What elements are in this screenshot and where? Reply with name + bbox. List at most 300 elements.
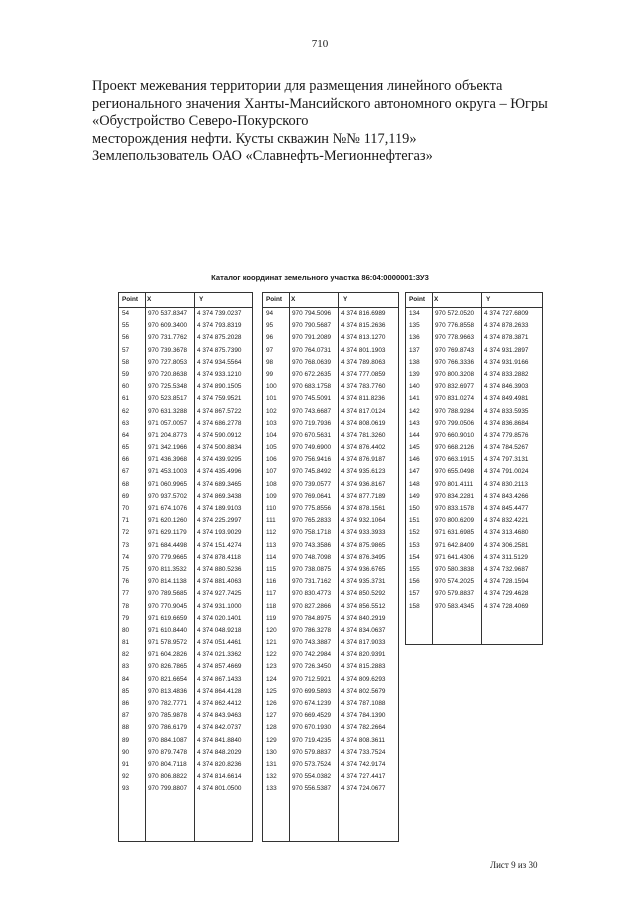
table-row xyxy=(119,710,252,722)
cell-point: 152 xyxy=(409,529,420,537)
table-row xyxy=(263,613,398,625)
table-row xyxy=(263,503,398,515)
cell-point: 54 xyxy=(122,310,130,317)
table-row xyxy=(406,320,542,332)
table-row xyxy=(263,710,398,722)
cell-y: 4 374 051.4461 xyxy=(197,639,242,647)
cell-y: 4 374 306.2581 xyxy=(484,541,529,549)
table-row xyxy=(119,430,252,442)
table-row xyxy=(406,588,542,600)
cell-x: 970 806.8822 xyxy=(148,773,188,781)
cell-point: 132 xyxy=(266,773,277,781)
cell-x: 970 786.6179 xyxy=(148,724,188,732)
table-row xyxy=(263,564,398,576)
cell-y: 4 374 843.4266 xyxy=(484,492,529,500)
cell-x: 970 785.9878 xyxy=(148,712,188,720)
header-point: Point xyxy=(122,296,138,303)
cell-x: 971 620.1260 xyxy=(148,517,188,525)
cell-y: 4 374 813.1270 xyxy=(341,334,386,342)
table-row xyxy=(263,759,398,771)
cell-x: 971 642.8409 xyxy=(435,541,475,549)
cell-x: 970 832.6977 xyxy=(435,383,475,391)
cell-point: 103 xyxy=(266,419,277,427)
table-row xyxy=(406,393,542,405)
table-row xyxy=(119,381,252,393)
cell-point: 106 xyxy=(266,456,277,464)
cell-point: 55 xyxy=(122,322,130,330)
cell-y: 4 374 931.9166 xyxy=(484,358,529,366)
cell-x: 970 554.0382 xyxy=(292,773,332,781)
cell-y: 4 374 817.9033 xyxy=(341,639,386,647)
table-header-row xyxy=(119,293,252,308)
cell-x: 970 813.4836 xyxy=(148,687,188,695)
table-row xyxy=(406,515,542,527)
cell-x: 970 739.3678 xyxy=(148,346,188,354)
cell-point: 74 xyxy=(122,553,130,561)
cell-point: 158 xyxy=(409,602,420,610)
table-row xyxy=(119,320,252,332)
cell-point: 107 xyxy=(266,468,277,476)
cell-x: 970 800.6209 xyxy=(435,517,475,525)
cell-point: 85 xyxy=(122,687,130,695)
cell-point: 157 xyxy=(409,590,420,598)
cell-point: 147 xyxy=(409,468,420,476)
table-row xyxy=(119,771,252,783)
cell-x: 970 776.8558 xyxy=(435,322,475,330)
cell-x: 970 738.0875 xyxy=(292,565,332,573)
table-row xyxy=(263,674,398,686)
cell-y: 4 374 850.5292 xyxy=(341,590,386,598)
cell-point: 89 xyxy=(122,736,130,744)
table-row xyxy=(406,332,542,344)
cell-x: 971 604.2826 xyxy=(148,651,188,659)
cell-y: 4 374 933.3933 xyxy=(341,529,386,537)
cell-x: 970 609.3400 xyxy=(148,322,188,330)
cell-x: 970 937.5702 xyxy=(148,492,188,500)
cell-x: 970 537.8347 xyxy=(148,310,188,317)
cell-point: 155 xyxy=(409,565,420,573)
cell-point: 115 xyxy=(266,565,277,573)
cell-point: 114 xyxy=(266,553,277,561)
title-line: регионального значения Ханты-Мансийского автономного округа – Югры xyxy=(92,95,548,112)
table-row xyxy=(119,735,252,747)
cell-y: 4 374 934.5564 xyxy=(197,358,242,366)
cell-y: 4 374 876.4402 xyxy=(341,444,386,452)
cell-y: 4 374 048.9218 xyxy=(197,626,242,634)
cell-x: 970 784.8975 xyxy=(292,614,332,622)
table-row xyxy=(119,527,252,539)
cell-point: 108 xyxy=(266,480,277,488)
cell-x: 970 743.3586 xyxy=(292,541,332,549)
cell-point: 82 xyxy=(122,651,130,659)
cell-point: 143 xyxy=(409,419,420,427)
cell-y: 4 374 833.2882 xyxy=(484,370,529,378)
cell-y: 4 374 727.6809 xyxy=(484,310,529,317)
cell-y: 4 374 782.2664 xyxy=(341,724,386,732)
table-row xyxy=(119,369,252,381)
cell-x: 970 742.2984 xyxy=(292,651,332,659)
cell-x: 971 674.1076 xyxy=(148,505,188,512)
cell-x: 971 631.6985 xyxy=(435,529,475,537)
cell-y: 4 374 935.6123 xyxy=(341,468,386,476)
cell-point: 112 xyxy=(266,529,277,537)
cell-x: 970 574.2025 xyxy=(435,578,475,586)
cell-x: 970 579.8837 xyxy=(435,590,475,598)
table-row xyxy=(406,406,542,418)
cell-point: 76 xyxy=(122,578,130,586)
cell-x: 970 879.7478 xyxy=(148,748,188,756)
cell-point: 110 xyxy=(266,505,277,512)
cell-y: 4 374 817.0124 xyxy=(341,407,386,415)
coordinates-table xyxy=(262,292,399,842)
cell-x: 970 745.8492 xyxy=(292,468,332,476)
cell-y: 4 374 864.4128 xyxy=(197,687,242,695)
cell-x: 970 726.3450 xyxy=(292,663,332,671)
cell-x: 970 725.5348 xyxy=(148,383,188,391)
cell-x: 970 720.8638 xyxy=(148,370,188,378)
cell-point: 138 xyxy=(409,358,420,366)
table-row xyxy=(406,466,542,478)
cell-point: 78 xyxy=(122,602,130,610)
table-row xyxy=(119,491,252,503)
table-row xyxy=(119,466,252,478)
document-title xyxy=(92,78,562,166)
cell-point: 57 xyxy=(122,346,130,354)
cell-y: 4 374 834.0637 xyxy=(341,626,386,634)
cell-y: 4 374 777.0859 xyxy=(341,370,386,378)
table-row xyxy=(263,406,398,418)
cell-x: 970 683.1758 xyxy=(292,383,332,391)
table-row xyxy=(263,454,398,466)
page-number: 710 xyxy=(311,38,329,50)
cell-y: 4 374 439.9295 xyxy=(197,456,242,464)
cell-x: 970 775.8556 xyxy=(292,505,332,512)
cell-x: 970 743.6687 xyxy=(292,407,332,415)
cell-point: 59 xyxy=(122,370,130,378)
cell-y: 4 374 779.8576 xyxy=(484,431,529,439)
table-row xyxy=(119,393,252,405)
cell-point: 79 xyxy=(122,614,130,622)
cell-y: 4 374 189.9103 xyxy=(197,505,242,512)
cell-point: 96 xyxy=(266,334,274,342)
table-row xyxy=(119,308,252,320)
cell-y: 4 374 686.2778 xyxy=(197,419,242,427)
cell-point: 86 xyxy=(122,700,130,707)
cell-x: 971 610.8440 xyxy=(148,626,188,634)
cell-point: 73 xyxy=(122,541,130,549)
cell-point: 83 xyxy=(122,663,130,671)
cell-x: 970 523.8517 xyxy=(148,395,188,403)
table-row xyxy=(119,576,252,588)
cell-point: 119 xyxy=(266,614,277,622)
cell-point: 99 xyxy=(266,370,274,378)
coordinates-table xyxy=(118,292,253,842)
table-header-row xyxy=(263,293,398,308)
table-row xyxy=(119,613,252,625)
cell-y: 4 374 857.4669 xyxy=(197,663,242,671)
cell-x: 971 204.8773 xyxy=(148,431,188,439)
cell-y: 4 374 816.6989 xyxy=(341,310,386,317)
cell-x: 970 556.5387 xyxy=(292,785,332,793)
cell-point: 133 xyxy=(266,785,277,793)
cell-point: 113 xyxy=(266,541,277,549)
header-y: Y xyxy=(199,296,204,303)
title-line: Землепользователь ОАО «Славнефть-Мегионнефтегаз» xyxy=(92,148,433,164)
cell-y: 4 374 830.2113 xyxy=(484,480,528,488)
table-row xyxy=(263,491,398,503)
header-point: Point xyxy=(266,296,282,303)
cell-point: 124 xyxy=(266,675,277,683)
cell-point: 146 xyxy=(409,456,420,464)
cell-y: 4 374 877.7189 xyxy=(341,492,386,500)
cell-y: 4 374 843.9463 xyxy=(197,712,242,720)
cell-y: 4 374 590.0912 xyxy=(197,431,242,439)
cell-y: 4 374 801.1903 xyxy=(341,346,386,354)
cell-y: 4 374 781.3260 xyxy=(341,431,386,439)
cell-y: 4 374 021.3362 xyxy=(197,651,242,659)
cell-x: 970 719.7936 xyxy=(292,419,332,427)
table-row xyxy=(119,649,252,661)
cell-y: 4 374 927.7425 xyxy=(197,590,242,598)
cell-point: 80 xyxy=(122,626,130,634)
cell-point: 136 xyxy=(409,334,420,342)
cell-point: 75 xyxy=(122,565,130,573)
cell-y: 4 374 724.0677 xyxy=(341,785,386,793)
cell-x: 970 811.3532 xyxy=(148,565,187,573)
cell-y: 4 374 689.3465 xyxy=(197,480,242,488)
cell-y: 4 374 836.8684 xyxy=(484,419,529,427)
cell-x: 970 699.5893 xyxy=(292,687,332,695)
cell-y: 4 374 890.1505 xyxy=(197,383,242,391)
cell-y: 4 374 791.0024 xyxy=(484,468,529,476)
cell-x: 970 579.8837 xyxy=(292,748,332,756)
cell-x: 970 770.9045 xyxy=(148,602,188,610)
cell-x: 970 788.9284 xyxy=(435,407,475,415)
table-row xyxy=(119,515,252,527)
table-row xyxy=(263,308,398,320)
table-row xyxy=(406,540,542,552)
cell-point: 109 xyxy=(266,492,277,500)
cell-y: 4 374 846.3903 xyxy=(484,383,529,391)
table-row xyxy=(406,442,542,454)
table-row xyxy=(119,601,252,613)
cell-y: 4 374 878.1561 xyxy=(341,505,386,512)
cell-x: 970 583.4345 xyxy=(435,602,475,610)
table-row xyxy=(119,479,252,491)
cell-point: 94 xyxy=(266,310,274,317)
table-row xyxy=(119,332,252,344)
cell-y: 4 374 875.2028 xyxy=(197,334,242,342)
cell-point: 100 xyxy=(266,383,277,391)
cell-point: 63 xyxy=(122,419,130,427)
cell-y: 4 374 840.2919 xyxy=(341,614,386,622)
cell-point: 105 xyxy=(266,444,277,452)
cell-y: 4 374 875.7390 xyxy=(197,346,242,354)
cell-y: 4 374 811.8236 xyxy=(341,395,385,403)
table-row xyxy=(406,430,542,442)
cell-y: 4 374 729.4628 xyxy=(484,590,529,598)
title-line: Проект межевания территории для размещения линейного объекта xyxy=(92,78,503,94)
cell-point: 71 xyxy=(122,517,130,525)
cell-x: 970 748.7098 xyxy=(292,553,332,561)
cell-x: 970 660.9010 xyxy=(435,431,475,439)
table-row xyxy=(263,771,398,783)
cell-point: 144 xyxy=(409,431,420,439)
cell-point: 151 xyxy=(409,517,420,525)
cell-x: 970 786.3278 xyxy=(292,626,332,634)
table-header-row xyxy=(406,293,542,308)
cell-y: 4 374 875.9865 xyxy=(341,541,386,549)
cell-x: 970 573.7524 xyxy=(292,760,332,768)
table-row xyxy=(119,345,252,357)
table-row xyxy=(263,649,398,661)
cell-y: 4 374 862.4412 xyxy=(197,700,242,707)
cell-y: 4 374 193.9029 xyxy=(197,529,242,537)
cell-y: 4 374 845.4477 xyxy=(484,505,529,512)
cell-point: 58 xyxy=(122,358,130,366)
cell-x: 970 672.2635 xyxy=(292,370,332,378)
sheet-number: Лист 9 из 30 xyxy=(490,860,538,870)
cell-x: 970 814.1138 xyxy=(148,578,187,586)
cell-x: 970 791.2089 xyxy=(292,334,332,342)
cell-x: 971 684.4498 xyxy=(148,541,188,549)
table-row xyxy=(406,454,542,466)
cell-x: 970 826.7865 xyxy=(148,663,188,671)
cell-point: 130 xyxy=(266,748,277,756)
cell-y: 4 374 936.8167 xyxy=(341,480,386,488)
header-x: X xyxy=(147,296,152,303)
table-row xyxy=(263,527,398,539)
cell-x: 970 731.7762 xyxy=(148,334,188,342)
table-row xyxy=(119,637,252,649)
cell-point: 87 xyxy=(122,712,130,720)
header-x: X xyxy=(291,296,296,303)
cell-x: 970 758.1718 xyxy=(292,529,332,537)
cell-x: 970 768.0639 xyxy=(292,358,332,366)
table-row xyxy=(263,381,398,393)
cell-x: 971 342.1966 xyxy=(148,444,188,452)
table-row xyxy=(406,369,542,381)
cell-x: 970 669.4529 xyxy=(292,712,332,720)
table-row xyxy=(263,332,398,344)
cell-point: 156 xyxy=(409,578,420,586)
cell-y: 4 374 020.1401 xyxy=(197,614,242,622)
table-row xyxy=(263,625,398,637)
cell-y: 4 374 867.5722 xyxy=(197,407,242,415)
cell-point: 56 xyxy=(122,334,130,342)
cell-y: 4 374 848.2029 xyxy=(197,748,242,756)
table-row xyxy=(406,345,542,357)
cell-point: 134 xyxy=(409,310,420,317)
table-row xyxy=(119,588,252,600)
cell-x: 970 764.0731 xyxy=(292,346,332,354)
table-row xyxy=(119,686,252,698)
cell-point: 60 xyxy=(122,383,130,391)
table-row xyxy=(119,418,252,430)
cell-point: 125 xyxy=(266,687,277,695)
cell-y: 4 374 802.5679 xyxy=(341,687,386,695)
table-row xyxy=(406,479,542,491)
table-row xyxy=(406,381,542,393)
cell-x: 970 655.0498 xyxy=(435,468,475,476)
cell-point: 66 xyxy=(122,456,130,464)
cell-x: 970 739.0577 xyxy=(292,480,332,488)
header-point: Point xyxy=(409,296,425,303)
cell-point: 120 xyxy=(266,626,277,634)
cell-y: 4 374 881.4063 xyxy=(197,578,242,586)
cell-point: 67 xyxy=(122,468,130,476)
table-row xyxy=(119,722,252,734)
cell-point: 123 xyxy=(266,663,277,671)
cell-point: 72 xyxy=(122,529,130,537)
cell-x: 971 641.4306 xyxy=(435,553,475,561)
header-y: Y xyxy=(343,296,348,303)
table-row xyxy=(406,503,542,515)
cell-y: 4 374 878.3871 xyxy=(484,334,529,342)
cell-x: 971 619.6659 xyxy=(148,614,188,622)
cell-point: 131 xyxy=(266,760,277,768)
cell-y: 4 374 783.7760 xyxy=(341,383,386,391)
cell-point: 97 xyxy=(266,346,274,354)
cell-x: 970 804.7118 xyxy=(148,760,187,768)
cell-y: 4 374 808.0619 xyxy=(341,419,386,427)
cell-point: 62 xyxy=(122,407,130,415)
cell-y: 4 374 728.1594 xyxy=(484,578,529,586)
cell-point: 116 xyxy=(266,578,277,586)
cell-point: 102 xyxy=(266,407,277,415)
cell-y: 4 374 878.2633 xyxy=(484,322,529,330)
cell-x: 970 790.5687 xyxy=(292,322,332,330)
cell-x: 970 789.5685 xyxy=(148,590,188,598)
cell-point: 77 xyxy=(122,590,130,598)
cell-x: 970 778.9663 xyxy=(435,334,475,342)
cell-x: 970 799.8807 xyxy=(148,785,188,793)
cell-point: 91 xyxy=(122,760,130,768)
cell-x: 970 756.9416 xyxy=(292,456,332,464)
cell-point: 61 xyxy=(122,395,130,403)
cell-y: 4 374 732.9687 xyxy=(484,565,529,573)
cell-y: 4 374 313.4680 xyxy=(484,529,529,537)
cell-x: 970 712.5921 xyxy=(292,675,332,683)
cell-point: 101 xyxy=(266,395,277,403)
cell-point: 69 xyxy=(122,492,130,500)
cell-point: 153 xyxy=(409,541,420,549)
cell-y: 4 374 500.8834 xyxy=(197,444,242,452)
cell-point: 128 xyxy=(266,724,277,732)
cell-point: 126 xyxy=(266,700,277,707)
cell-y: 4 374 832.4221 xyxy=(484,517,529,525)
cell-point: 81 xyxy=(122,639,130,647)
cell-y: 4 374 801.0500 xyxy=(197,785,242,793)
table-row xyxy=(263,661,398,673)
cell-x: 970 580.3838 xyxy=(435,565,475,573)
cell-y: 4 374 739.0237 xyxy=(197,310,242,317)
table-row xyxy=(263,430,398,442)
cell-y: 4 374 880.5236 xyxy=(197,565,242,573)
table-row xyxy=(263,686,398,698)
cell-point: 127 xyxy=(266,712,277,720)
table-row xyxy=(263,735,398,747)
cell-x: 971 060.9965 xyxy=(148,480,188,488)
cell-x: 970 769.8743 xyxy=(435,346,475,354)
table-row xyxy=(263,369,398,381)
table-row xyxy=(263,552,398,564)
cell-point: 64 xyxy=(122,431,130,439)
table-row xyxy=(119,759,252,771)
cell-x: 970 727.8053 xyxy=(148,358,188,366)
cell-y: 4 374 833.5935 xyxy=(484,407,529,415)
table-row xyxy=(119,674,252,686)
